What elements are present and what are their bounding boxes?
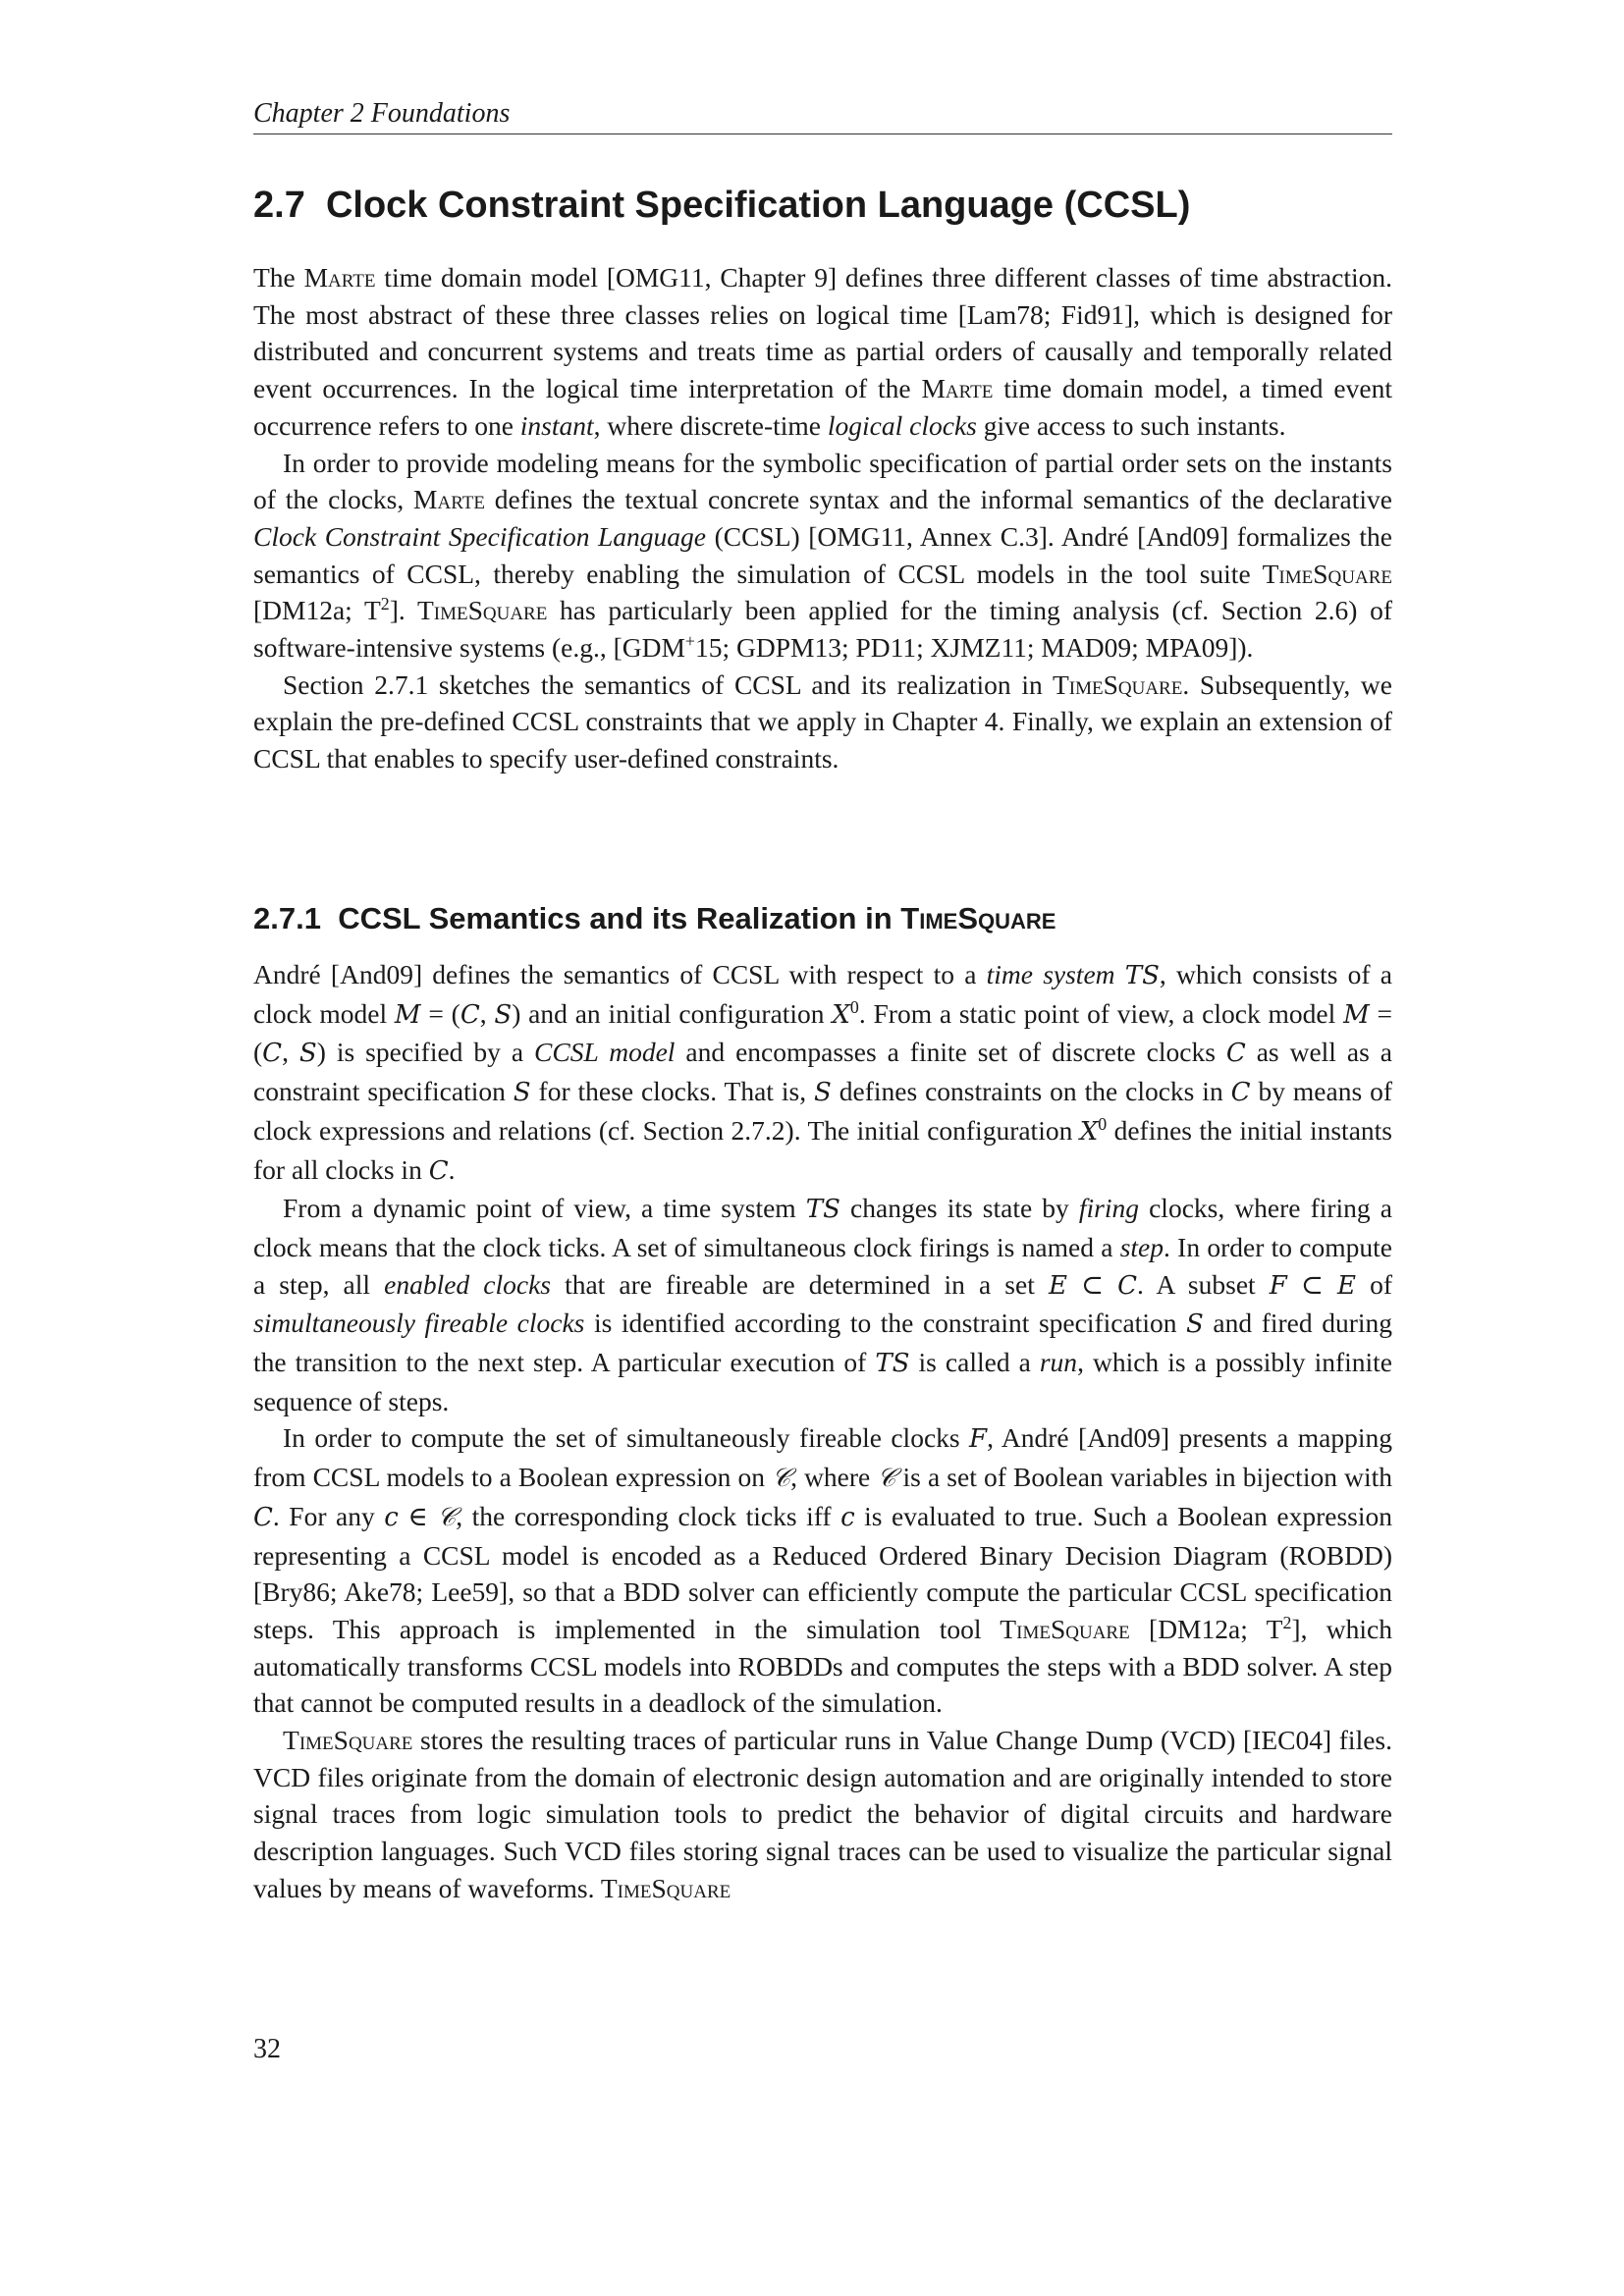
subsection-number: 2.7.1 bbox=[253, 901, 321, 935]
page-number: 32 bbox=[253, 2034, 281, 2064]
paragraph: André [And09] defines the semantics of CCSL with respect to a time system TS, which consists of a clock model M = (C, S) and an initial configuration $X^0$. From a static point of view, a clock model M = (C, S) is specified by a CCSL model and encompasses a finite set of discrete clocks C as well as a constraint specification S for these clocks. That is, S defines constraints on the clocks in C by means of clock expressions and relations (cf. Section 2.7.2). The initial configuration $X^0$ defines the initial instants for all clocks in C. bbox=[253, 959, 1393, 1186]
section-title-text: Clock Constraint Specification Language (CCSL) bbox=[325, 185, 1191, 226]
section-number: 2.7 bbox=[253, 185, 305, 226]
subsection-title-text: CCSL Semantics and its Realization in bbox=[338, 901, 893, 935]
subsection-body bbox=[253, 956, 1392, 1907]
section-title bbox=[253, 181, 1190, 230]
subsection-title-tool: TimeSquare bbox=[900, 901, 1056, 935]
subsection-title bbox=[253, 897, 1056, 940]
paragraph: In order to provide modeling means for the symbolic specification of partial order sets on the instants of the clocks, Marte defines the textual concrete syntax and the informal semantics of the declarative Clock Constraint Specification Language (CCSL) [OMG11, Annex C.3]. André [And09] formalizes the semantics of CCSL, thereby enabling the simulation of CCSL models in the tool suite TimeSquare [DM12a; $T^2$]. TimeSquare has particularly been applied for the timing analysis (cf. Section 2.6) of software-intensive systems (e.g., [GDM+15; GDPM13; PD11; XJMZ11; MAD09; MPA09]). bbox=[253, 447, 1393, 664]
paragraph: From a dynamic point of view, a time system TS changes its state by firing clocks, where firing a clock means that the clock ticks. A set of simultaneous clock firings is named a step. In order to compute a step, all enabled clocks that are fireable are determined in a set E ⊂ C. A subset F ⊂ E of simultaneously fireable clocks is identified according to the constraint specification S and fired during the transition to the next step. A particular execution of TS is called a run, which is a possibly infinite sequence of steps. bbox=[253, 1193, 1393, 1416]
section-body bbox=[253, 259, 1392, 777]
running-head: Chapter 2 Foundations bbox=[253, 94, 1392, 134]
paragraph: In order to compute the set of simultaneously fireable clocks F, André [And09] presents a mapping from CCSL models to a Boolean expression on 𝒞, where 𝒞 is a set of Boolean variables in bijection with C. For any c ∈ 𝒞, the corresponding clock ticks iff c is evaluated to true. Such a Boolean expression representing a CCSL model is encoded as a Reduced Ordered Binary Decision Diagram (ROBDD) [Bry86; Ake78; Lee59], so that a BDD solver can efficiently compute the particular CCSL specification steps. This approach is implemented in the simulation tool TimeSquare [DM12a; $T^2$], which automatically transforms CCSL models into ROBDDs and computes the steps with a BDD solver. A step that cannot be computed results in a deadlock of the simulation. bbox=[253, 1422, 1392, 1719]
paragraph: The Marte time domain model [OMG11, Chapter 9] defines three different classes of time abstraction. The most abstract of these three classes relies on logical time [Lam78; Fid91], which is designed for distributed and concurrent systems and treats time as partial orders of causally and temporally related event occurrences. In the logical time interpretation of the Marte time domain model, a timed event occurrence refers to one instant, where discrete-time logical clocks give access to such instants. bbox=[253, 262, 1392, 441]
paragraph: TimeSquare stores the resulting traces of particular runs in Value Change Dump (VCD) [IEC04] files. VCD files originate from the domain of electronic design automation and are originally intended to store signal traces from logic simulation tools to predict the behavior of digital circuits and hardware description languages. Such VCD files storing signal traces can be used to visualize the particular signal values by means of waveforms. TimeSquare bbox=[253, 1725, 1392, 1903]
paragraph: Section 2.7.1 sketches the semantics of CCSL and its realization in TimeSquare. Subsequently, we explain the pre-defined CCSL constraints that we apply in Chapter 4. Finally, we explain an extension of CCSL that enables to specify user-defined constraints. bbox=[253, 668, 1392, 774]
